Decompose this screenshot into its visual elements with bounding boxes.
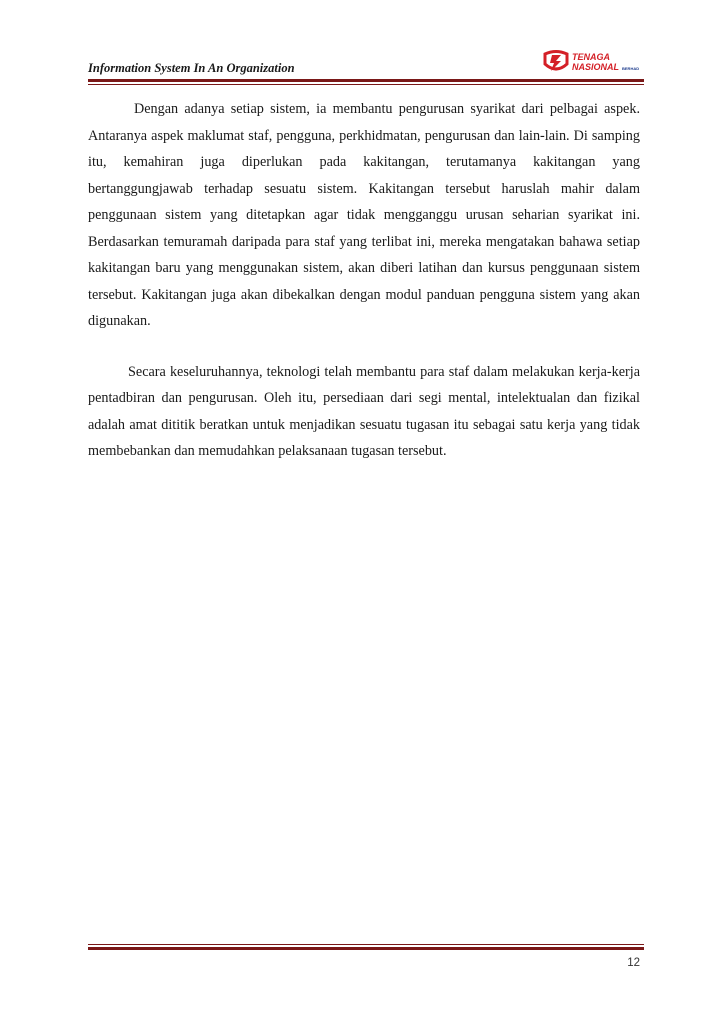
tnb-logo-suffix: BERHAD bbox=[622, 66, 640, 71]
footer-rule-thick bbox=[88, 947, 644, 950]
tnb-logo-line1: TENAGA bbox=[572, 52, 610, 62]
paragraph-1: Dengan adanya setiap sistem, ia membantu pengurusan syarikat dari pelbagai aspek. Antaranya aspek maklumat staf, pengguna, perkhidmatan, pengurusan dan lain-lain. Di samping itu, kemahiran juga diperlukan pada kakitangan, terutamanya kakitangan yang bertanggungjawab terhadap sesuatu sistem. Kakitangan tersebut haruslah mahir dalam penggunaan sistem yang ditetapkan agar tidak mengganggu urusan seharian syarikat ini. Berdasarkan temuramah daripada para staf yang terlibat ini, mereka mengatakan bahawa setiap kakitangan baru yang menggunakan sistem, akan diberi latihan dan kursus penggunaan sistem tersebut. Kakitangan juga akan dibekalkan dengan modul panduan pengguna sistem yang akan digunakan. bbox=[88, 101, 640, 329]
header-rule-thick bbox=[88, 79, 644, 82]
paragraph-2: Secara keseluruhannya, teknologi telah membantu para staf dalam melakukan kerja-kerja pentadbiran dan pengurusan. Oleh itu, persediaan dari segi mental, intelektualan dan fizikal adalah amat dititik beratkan untuk menjadikan sesuatu tugasan itu sebagai satu kerja yang tidak membebankan dan memudahkan pelaksanaan tugasan tersebut. bbox=[88, 363, 640, 459]
document-title: Information System In An Organization bbox=[88, 61, 295, 75]
header-rule-thin bbox=[88, 84, 644, 85]
tnb-logo bbox=[542, 48, 646, 76]
tnb-logo-icon bbox=[545, 52, 567, 72]
body-text bbox=[88, 96, 640, 465]
page-number: 12 bbox=[627, 957, 640, 969]
footer-rule-thin bbox=[88, 944, 644, 945]
page-header bbox=[88, 52, 640, 78]
tnb-logo-line2: NASIONAL bbox=[572, 62, 619, 72]
